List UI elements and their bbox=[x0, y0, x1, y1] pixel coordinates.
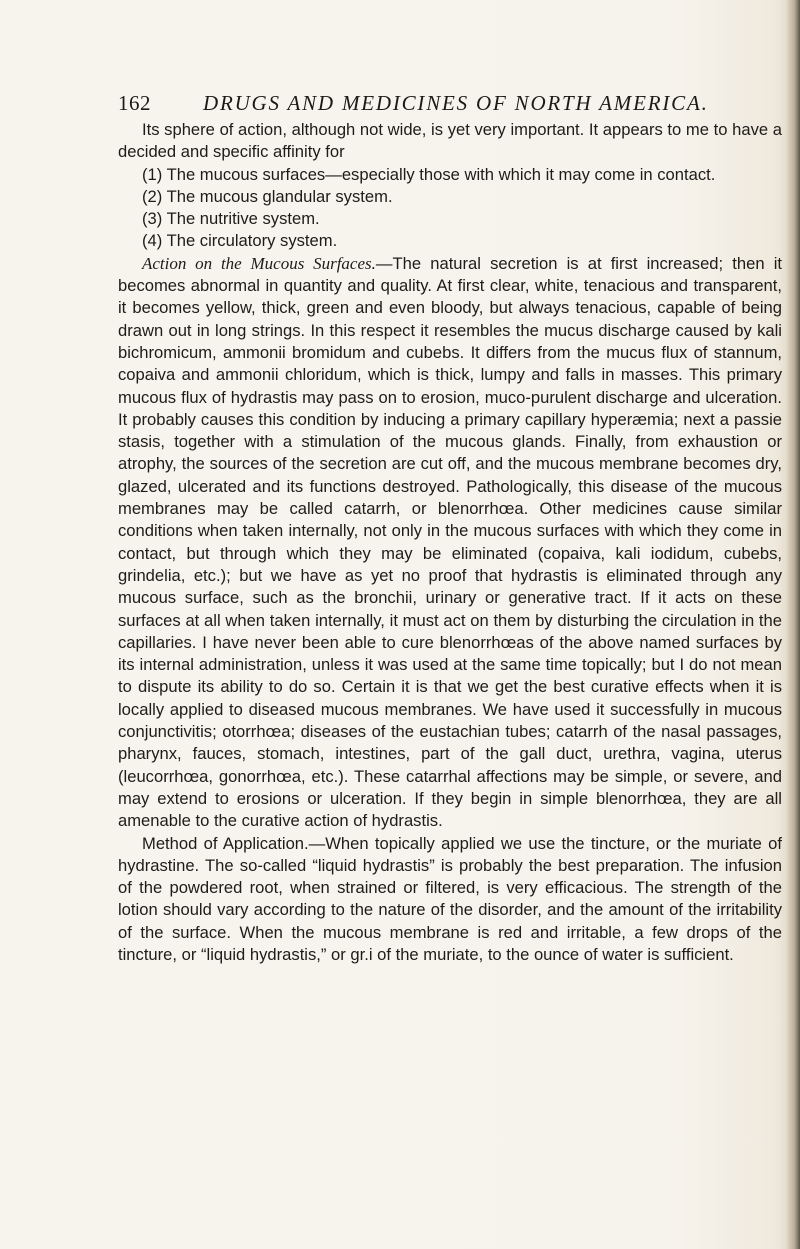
page-header bbox=[118, 91, 758, 117]
body-text bbox=[118, 119, 782, 966]
method-paragraph: Method of Application.—When topically applied we use the tincture, or the muriate of hydrastine. The so-called “liquid hydrastis” is probably the best preparation. The infusion of the powdered root, when strained or filtered, is very efficacious. The strength of the lotion should vary according to the nature of the disorder, and the amount of the irritability of the surface. When the mucous membrane is red and irritable, a few drops of the tincture, or “liquid hydrastis,” or gr.i of the muriate, to the ounce of water is sufficient. bbox=[118, 833, 782, 964]
list-item-2: (2) The mucous glandular system. bbox=[142, 186, 393, 206]
page-number: 162 bbox=[118, 91, 151, 115]
section-text: —The natural secretion is at first increased; then it becomes abnormal in quantity and quality. At first clear, white, tenacious and transparent, it becomes yellow, thick, green and even bloody, but always tenacious, capable of being drawn out in long strings. In this respect it resembles the mucus discharge caused by kali bichromicum, ammonii bromidum and cubebs. It differs from the mucus flux of stannum, copaiva and ammonii chloridum, which is thick, lumpy and falls in masses. This primary mucous flux of hydrastis may pass on to erosion, muco-purulent discharge and ulceration. It probably causes this condition by inducing a primary capillary hyperæmia; next a passie stasis, together with a stimulation of the mucous glands. Finally, from exhaustion or atrophy, the sources of the secretion are cut off, and the mucous membrane becomes dry, glazed, ulcerated and its functions destroyed. Pathologically, this disease of the mucous membranes may be called catarrh, or blenorrhœa. Other medicines cause similar conditions when taken internally, not only in the mucous surfaces with which they come in contact, but through which they may be eliminated (copaiva, kali iodidum, cubebs, grindelia, etc.); but we have as yet no proof that hydrastis is eliminated through any mucous surface, such as the bronchii, urinary or generative tract. If it acts on these surfaces at all when taken internally, it must act on them by disturbing the circulation in the capillaries. I have never been able to cure blenorrhœas of the above named surfaces by its internal administration, unless it was used at the same time topically; but I do not mean to dispute its ability to do so. Certain it is that we get the best curative effects when it is locally applied to diseased mucous membranes. We have used it successfully in mucous conjunctivitis; otorrhœa; diseases of the eustachian tubes; catarrh of the nasal passages, pharynx, fauces, stomach, intestines, part of the gall duct, urethra, vagina, uterus (leucorrhœa, gonorrhœa, etc.). These catarrhal affections may be simple, or severe, and may extend to erosions or ulceration. If they begin in simple blenorrhœa, they are all amenable to the curative action of hydrastis. bbox=[118, 253, 783, 831]
list-item-3: (3) The nutritive system. bbox=[142, 209, 320, 229]
page-edge-shadow bbox=[786, 0, 800, 1249]
list-item-1: (1) The mucous surfaces—especially those with which it may come in contact. bbox=[142, 164, 716, 184]
intro-paragraph: Its sphere of action, although not wide, is yet very important. It appears to me to have a decided and specific affinity for bbox=[118, 120, 782, 162]
running-title: DRUGS AND MEDICINES OF NORTH AMERICA. bbox=[203, 91, 709, 115]
list-item-4: (4) The circulatory system. bbox=[142, 231, 338, 251]
section-heading: Action on the Mucous Surfaces. bbox=[142, 253, 376, 273]
mucous-surfaces-paragraph bbox=[118, 253, 782, 833]
